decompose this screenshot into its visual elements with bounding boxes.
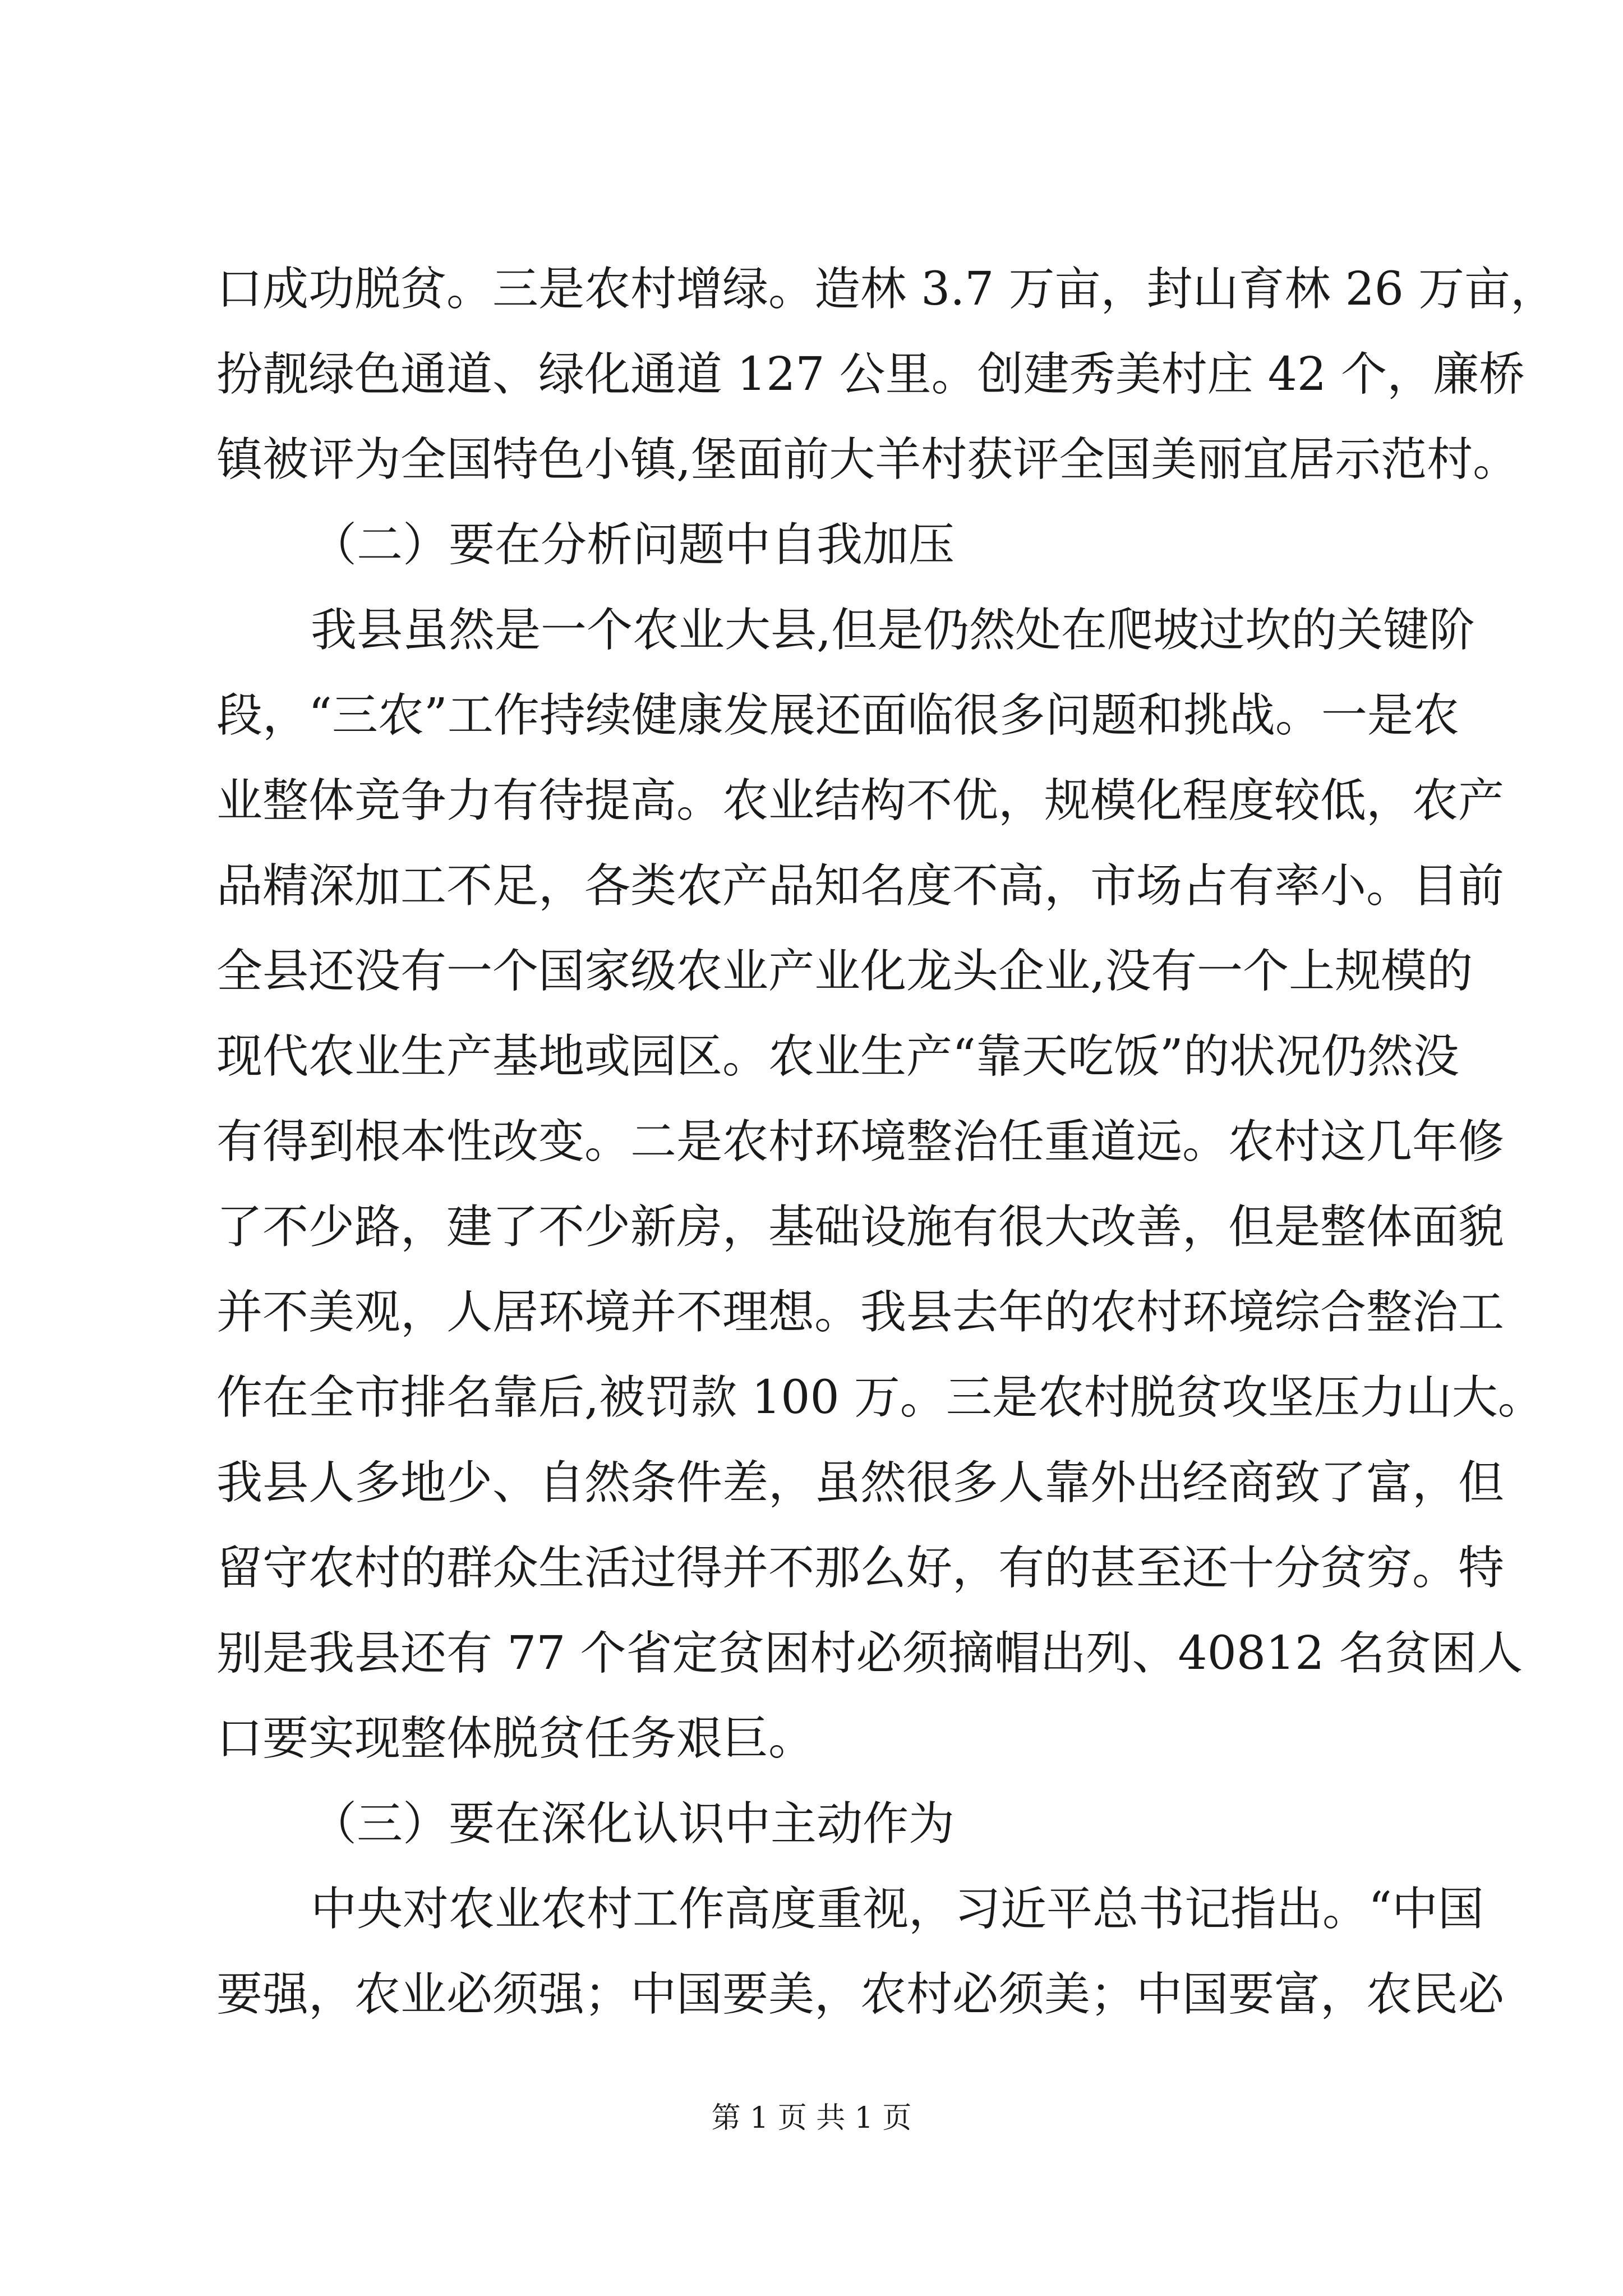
- text-line: 扮靓绿色通道、绿化通道 127 公里。创建秀美村庄 42 个，廉桥: [216, 348, 1525, 401]
- text-line: 了不少路，建了不少新房，基础设施有很大改善，但是整体面貌: [216, 1200, 1505, 1254]
- text-line: 业整体竞争力有待提高。农业结构不优，规模化程度较低，农产: [216, 774, 1505, 827]
- text-line: 作在全市排名靠后,被罚款 100 万。三是农村脱贫攻坚压力山大。: [216, 1371, 1544, 1424]
- text-line: 段，“三农”工作持续健康发展还面临很多问题和挑战。一是农: [216, 689, 1459, 742]
- section-heading-2: （二）要在分析问题中自我加压: [311, 518, 955, 572]
- text-line: 口成功脱贫。三是农村增绿。造林 3.7 万亩，封山育林 26 万亩，: [216, 263, 1557, 316]
- body-text: [216, 247, 1557, 2037]
- text-line: 我县虽然是一个农业大县,但是仍然处在爬坡过坎的关键阶: [311, 604, 1476, 657]
- text-line: 留守农村的群众生活过得并不那么好，有的甚至还十分贫穷。特: [216, 1542, 1505, 1595]
- section-heading-3: （三）要在深化认识中主动作为: [311, 1797, 955, 1851]
- text-line: 有得到根本性改变。二是农村环境整治任重道远。农村这几年修: [216, 1115, 1505, 1168]
- text-line: 全县还没有一个国家级农业产业化龙头企业,没有一个上规模的: [216, 945, 1473, 998]
- text-line: 我县人多地少、自然条件差，虽然很多人靠外出经商致了富，但: [216, 1456, 1505, 1510]
- text-line: 中央对农业农村工作高度重视，习近平总书记指出。“中国: [311, 1883, 1484, 1936]
- page-footer: 第 1 页 共 1 页: [711, 2101, 912, 2135]
- text-line: 别是我县还有 77 个省定贫困村必须摘帽出列、40812 名贫困人: [216, 1627, 1523, 1680]
- text-line: 口要实现整体脱贫任务艰巨。: [216, 1712, 815, 1765]
- text-line: 并不美观，人居环境并不理想。我县去年的农村环境综合整治工: [216, 1286, 1505, 1339]
- text-line: 品精深加工不足，各类农产品知名度不高，市场占有率小。目前: [216, 859, 1505, 913]
- text-line: 要强，农业必须强；中国要美，农村必须美；中国要富，农民必: [216, 1968, 1505, 2021]
- text-line: 镇被评为全国特色小镇,堡面前大羊村获评全国美丽宜居示范村。: [216, 433, 1519, 486]
- text-line: 现代农业生产基地或园区。农业生产“靠天吃饭”的状况仍然没: [216, 1030, 1459, 1083]
